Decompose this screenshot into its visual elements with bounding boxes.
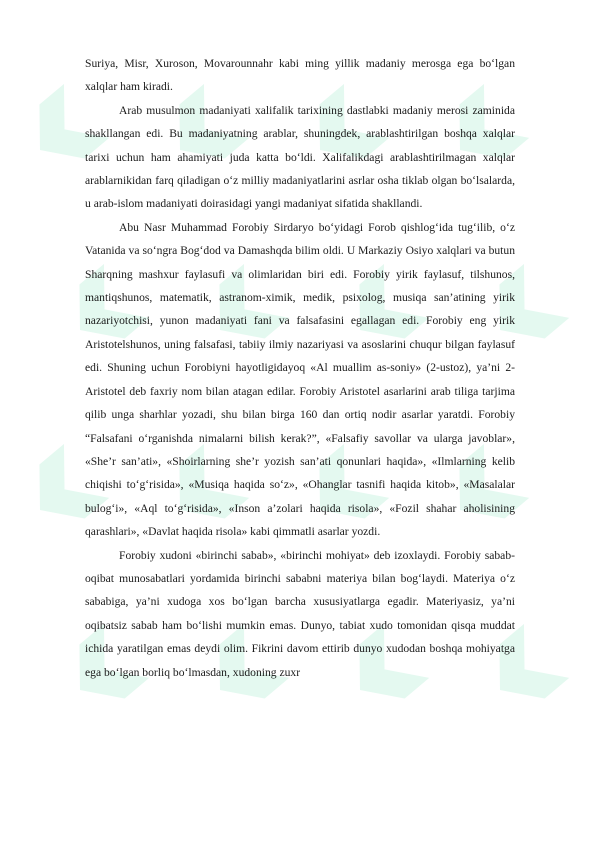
paragraph-3: Abu Nasr Muhammad Forobiy Sirdaryo bo‘yidagi Forob qishlog‘ida tug‘ilib, o‘z Vatanida va so‘ngra Bog‘dod va Damashqda bilim oldi. U Markaziy Osiyo xalqlari va butun Sharqning mashxur faylasufi va olimlaridan biri edi. Forobiy yirik faylasuf, tilshunos, mantiqshunos, matematik, astranom-ximik, medik, psixolog, musiqa san’atining yirik nazariyotchisi, yunon madaniyati fani va falsafasini egallagan edi. Forobiy eng yirik Aristotelshunos, uning falsafasi, tabiiy ilmiy nazariyasi va asoslarini chuqur bilgan faylasuf edi. Shuning uchun Forobiyni hayotligidayoq «Al muallim as-soniy» (2-ustoz), ya’ni 2-Aristotel deb faxriy nom bilan atagan edilar. Forobiy Aristotel asarlarini arab tiliga tarjima qilib unga sharhlar yozadi, shu bilan birga 160 dan ortiq nodir asarlar yaratdi. Forobiy “Falsafani o‘rganishda nimalarni bilish kerak?”, «Falsafiy savollar va ularga javoblar», «She’r san’ati», «Shoirlarning she’r yozish san’ati qonunlari haqida», «Ilmlarning kelib chiqishi to‘g‘risida», «Musiqa haqida so‘z», «Ohanglar tasnifi haqida kitob», «Masalalar bulog‘i», «Aql to‘g‘risida», «Inson a’zolari haqida risola», «Fozil shahar aholisining qarashlari», «Davlat haqida risola» kabi qimmatli asarlar yozdi. <box>85 220 515 539</box>
paragraph-2: Arab musulmon madaniyati xalifalik tarixining dastlabki madaniy merosi zaminida shakllangan edi. Bu madaniyatning arablar, shuningdek, arablashtirilgan boshqa xalqlar tarixi uchun ham ahamiyati juda katta bo‘ldi. Xalifalikdagi arablashtirilmagan xalqlar arablarnikidan farq qiladigan o‘z milliy madaniyatlarini asrlar osha tiklab olgan bo‘lsalarda, u arab-islom madaniyati doirasidagi yangi madaniyat sifatida shakllandi. <box>85 103 515 211</box>
document-body <box>85 52 515 684</box>
paragraph-1: Suriya, Misr, Xuroson, Movarounnahr kabi ming yillik madaniy merosga ega bo‘lgan xalqlar ham kiradi. <box>85 57 515 94</box>
paragraph-4: Forobiy xudoni «birinchi sabab», «birinchi mohiyat» deb izoxlaydi. Forobiy sabab-oqibat munosabatlari yordamida birinchi sababni materiya bilan bog‘laydi. Materiya o‘z sababiga, ya’ni xudoga xos bo‘lgan barcha xususiyatlarga egadir. Materiyasiz, ya’ni oqibatsiz sabab ham bo‘lishi mumkin emas. Dunyo, tabiat xudo tomonidan qisqa muddat ichida yaratilgan emas deydi olim. Fikrini davom ettirib dunyo xudodan boshqa mohiyatga ega bo‘lgan borliq bo‘lmasdan, xudoning zuxr <box>85 548 515 679</box>
